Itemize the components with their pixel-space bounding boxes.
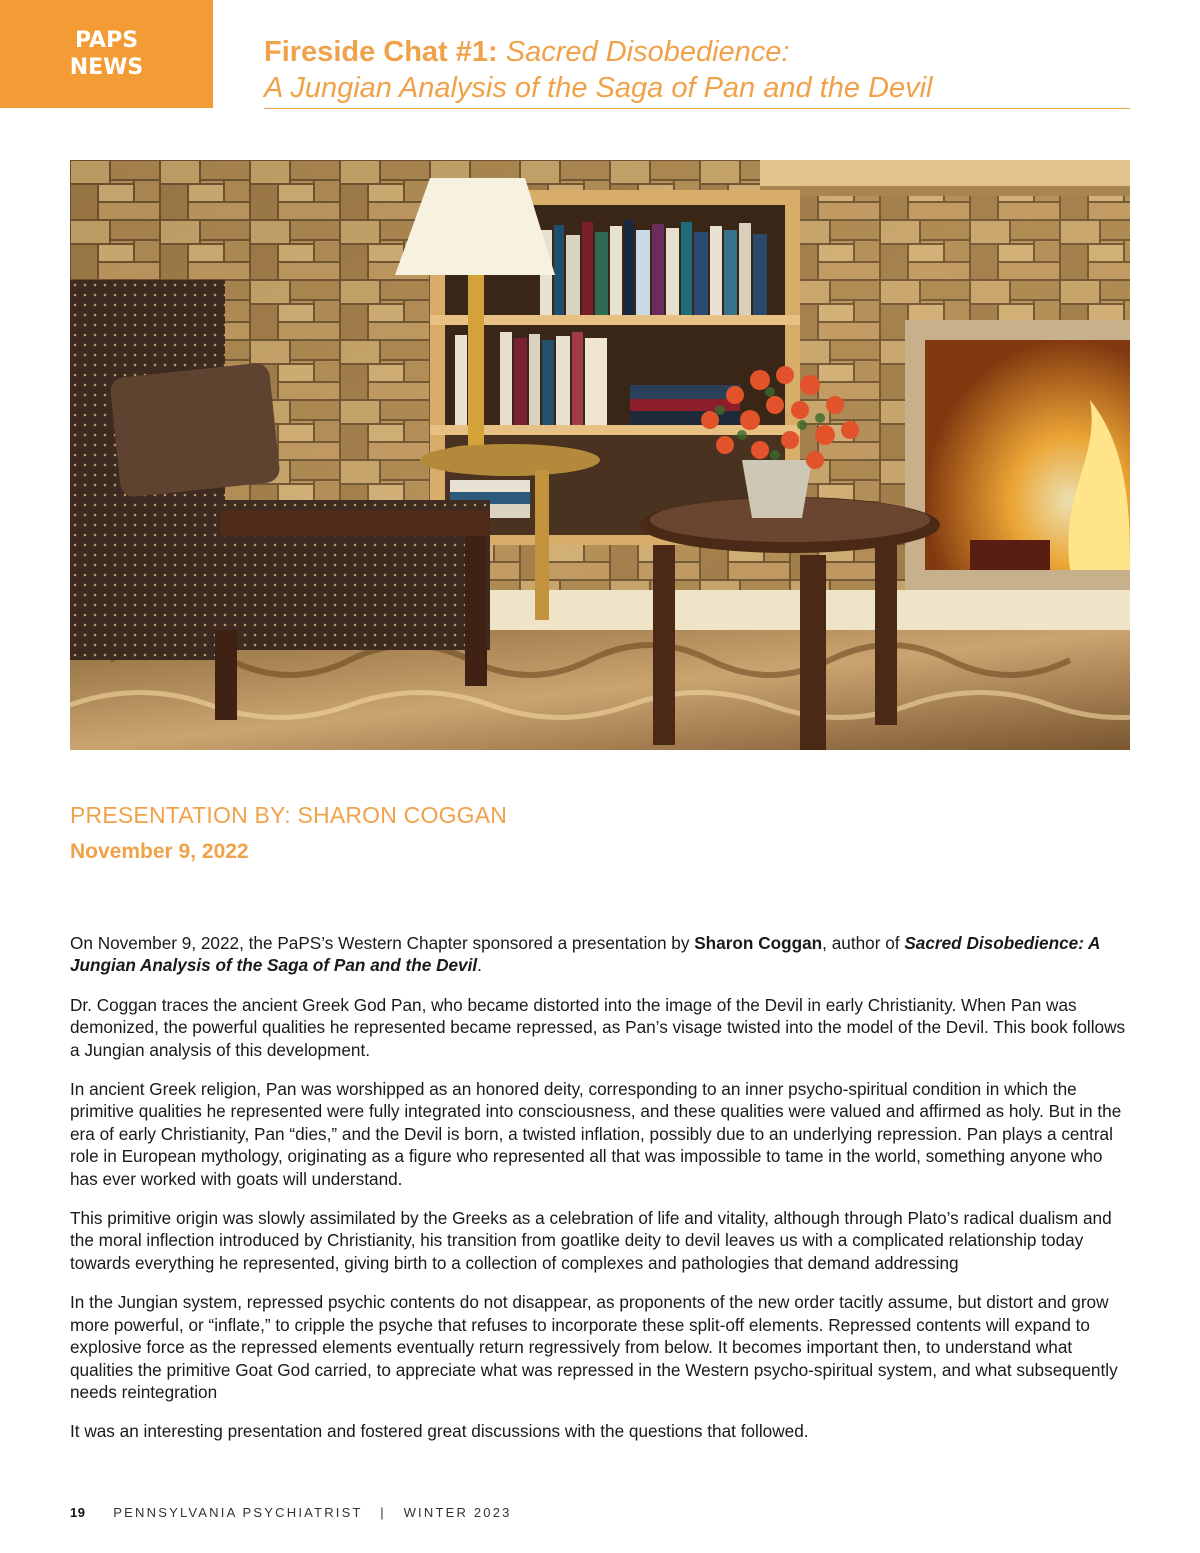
paragraph-6: It was an interesting presentation and fostered great discussions with the questions that followed.: [70, 1421, 809, 1442]
page-footer: [70, 1505, 512, 1520]
page-title: [264, 34, 1130, 109]
author-name: Sharon Coggan: [694, 933, 823, 953]
fireside-room-photo: [70, 160, 1130, 750]
paragraph-4: This primitive origin was slowly assimilated by the Greeks as a celebration of life and vitality, although through Plato’s radical dualism and the moral inflection introduced by Christianity, his transition from goatlike deity to devil leaves us with a complicated relationship today towards everything he represented, giving birth to a collection of complexes and pathologies that demand addressing: [70, 1208, 1112, 1273]
page-number: 19: [70, 1505, 86, 1520]
page-subtitle: A Jungian Analysis of the Saga of Pan and the Devil: [264, 72, 933, 104]
article-body: [70, 932, 1132, 1460]
tag-line-2: NEWS: [69, 55, 144, 80]
title-bold: Fireside Chat #1:: [264, 36, 498, 68]
presenter-byline: PRESENTATION BY: SHARON COGGAN: [70, 802, 508, 828]
presentation-date: November 9, 2022: [70, 840, 249, 863]
issue-name: WINTER 2023: [403, 1505, 512, 1520]
tag-line-1: PAPS: [74, 28, 139, 53]
footer-separator: |: [380, 1505, 386, 1520]
paragraph-2: Dr. Coggan traces the ancient Greek God Pan, who became distorted into the image of the Devil in early Christianity. When Pan was demonized, the powerful qualities he represented became repressed, as Pan’s visage twisted into the model of the Devil. This book follows a Jungian analysis of this development.: [70, 994, 1126, 1060]
paragraph-1: On November 9, 2022, the PaPS’s Western Chapter sponsored a presentation by Sharon Coggan, author of Sacred Disobedience: A Jungian Analysis of the Saga of Pan and the Devil.: [70, 933, 1100, 976]
paps-news-tag: [0, 0, 213, 108]
book-title: Sacred Disobedience: A Jungian Analysis of the Saga of Pan and the Devil: [70, 933, 1100, 976]
paragraph-3: In ancient Greek religion, Pan was worshipped as an honored deity, corresponding to an inner psycho-spiritual condition in which the primitive qualities he represented were fully integrated into consciousness, and these qualities were valued and affirmed as holy. But in the era of early Christianity, Pan “dies,” and the Devil is born, a twisted inflation, possibly due to an underlying repression. Pan plays a central role in European mythology, originating as a figure who represented all that was impossible to tame in the world, something anyone who has ever worked with goats will understand.: [70, 1079, 1122, 1189]
paragraph-5: In the Jungian system, repressed psychic contents do not disappear, as proponents of the new order tacitly assume, but distort and grow more powerful, or “inflate,” to cripple the psyche that refuses to incorporate these split-off elements. Repressed contents will expand to explosive force as the repressed elements eventually return regressively from below. It becomes important then, to understand what qualities the primitive Goat God carried, to appreciate what was repressed in the Western psycho-spiritual system, and what subsequently needs reintegration: [70, 1292, 1118, 1402]
publication-name: PENNSYLVANIA PSYCHIATRIST: [113, 1505, 363, 1520]
title-italic: Sacred Disobedience:: [505, 36, 790, 68]
